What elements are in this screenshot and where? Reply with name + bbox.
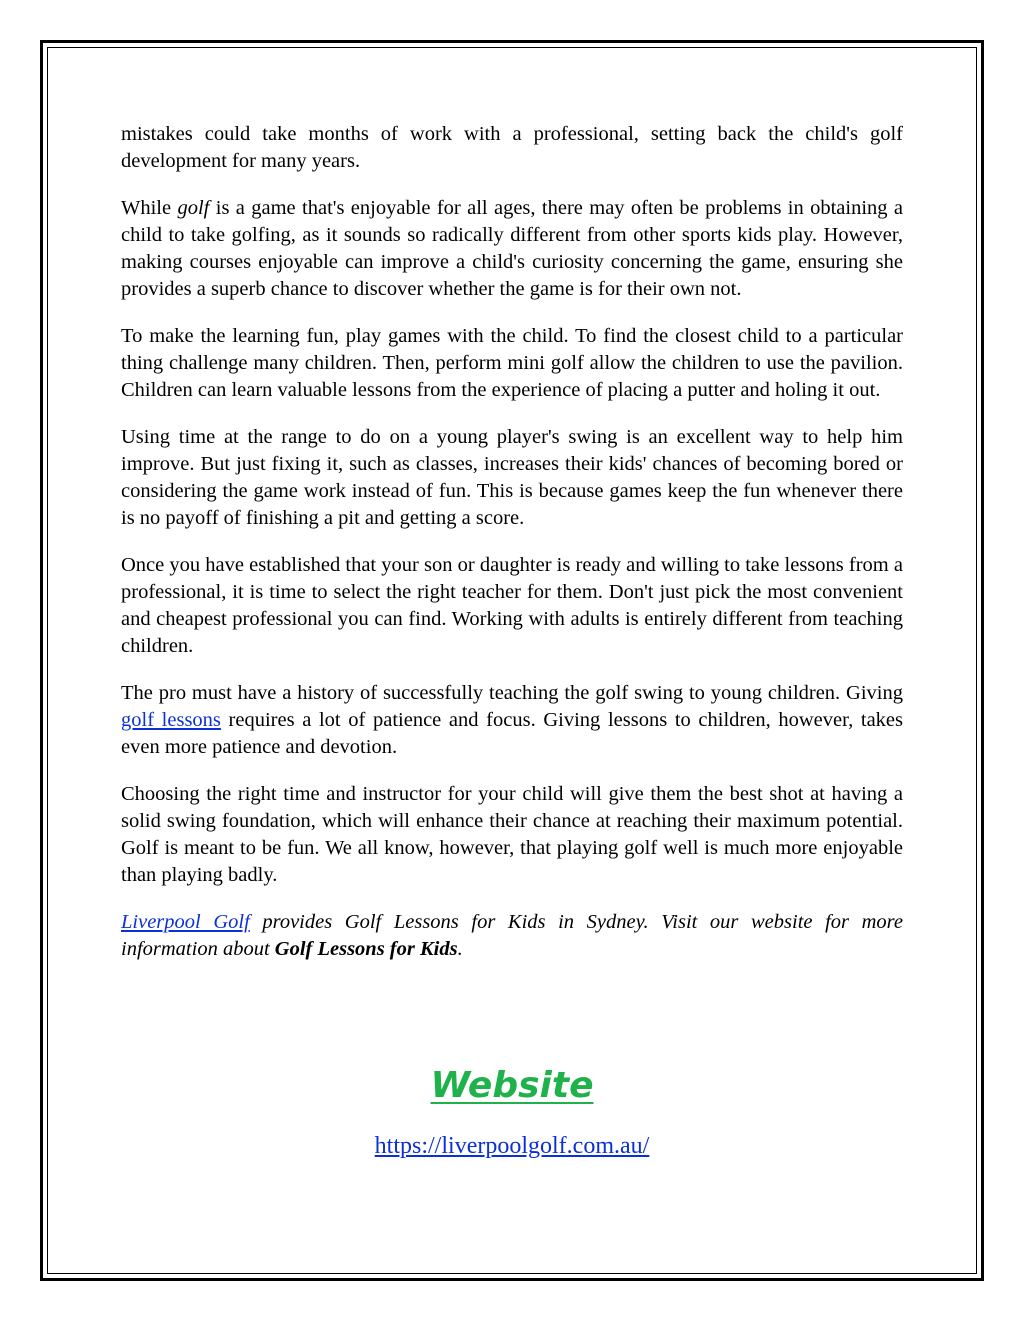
article-body [121, 121, 903, 983]
closing-end: . [457, 938, 463, 960]
paragraph-2-rest: is a game that's enjoyable for all ages, there may often be problems in obtaining a child to take golfing, as it sounds so radically different from other sports kids play. However, making courses enjoyable can improve a child's curiosity concerning the game, ensuring she provides a superb chance to discover whether the game is for their own not. [121, 197, 904, 300]
paragraph-3: To make the learning fun, play games with the child. To find the closest child to a particular thing challenge many children. Then, perform mini golf allow the children to use the pavilion. Children can learn valuable lessons from the experience of placing a putter and holing it out. [121, 325, 903, 401]
paragraph-6 [121, 680, 903, 761]
paragraph-2 [121, 195, 903, 303]
paragraph-4: Using time at the range to do on a young player's swing is an excellent way to help him improve. But just fixing it, such as classes, increases their kids' chances of becoming bored or considering the game work instead of fun. This is because games keep the fun whenever there is no payoff of finishing a pit and getting a score. [121, 426, 903, 529]
closing-paragraph [121, 909, 903, 963]
website-heading [0, 1062, 1024, 1110]
paragraph-2-emphasis: golf [177, 197, 210, 219]
paragraph-1: mistakes could take months of work with a professional, setting back the child's golf development for many years. [121, 123, 903, 172]
closing-bold: Golf Lessons for Kids [274, 938, 458, 960]
paragraph-7: Choosing the right time and instructor for your child will give them the best shot at having a solid swing foundation, which will enhance their chance at reaching their maximum potential. Golf is meant to be fun. We all know, however, that playing golf well is much more enjoyable than playing badly. [121, 783, 903, 886]
paragraph-5: Once you have established that your son or daughter is ready and willing to take lessons from a professional, it is time to select the right teacher for them. Don't just pick the most convenient and cheapest professional you can find. Working with adults is entirely different from teaching children. [121, 554, 903, 657]
paragraph-6-start: The pro must have a history of successfully teaching the golf swing to young children. Giving [121, 682, 903, 704]
website-url-link[interactable]: https://liverpoolgolf.com.au/ [374, 1133, 650, 1159]
website-url-line [0, 1130, 1024, 1162]
website-heading-text: Website [430, 1065, 594, 1106]
liverpool-golf-link[interactable]: Liverpool Golf [121, 911, 250, 933]
paragraph-2-start: While [121, 197, 178, 219]
paragraph-6-rest: requires a lot of patience and focus. Giving lessons to children, however, takes even more patience and devotion. [121, 709, 904, 758]
golf-lessons-link[interactable]: golf lessons [121, 709, 221, 731]
closing-middle: provides Golf Lessons for Kids in Sydney. Visit our website for more information about [121, 911, 903, 960]
